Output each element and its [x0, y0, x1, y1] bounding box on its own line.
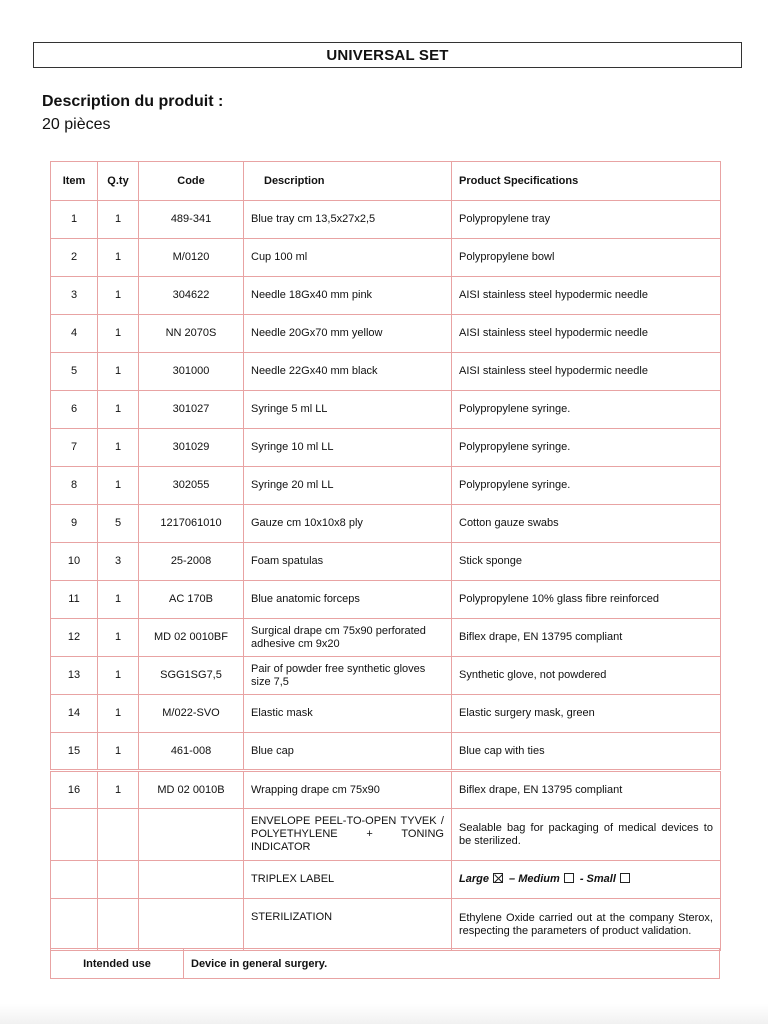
- row-specification: Polypropylene 10% glass fibre reinforced: [452, 581, 721, 619]
- row-item-number: 4: [51, 315, 98, 353]
- row-item-number: 16: [51, 771, 98, 809]
- sterilization-spec: Ethylene Oxide carried out at the company Sterox, respecting the parameters of product validation.: [452, 899, 721, 951]
- sterilization-description: STERILIZATION: [244, 899, 452, 951]
- row-item-number: 1: [51, 201, 98, 239]
- row-specification: Polypropylene syringe.: [452, 391, 721, 429]
- table-row: [51, 429, 721, 467]
- row-specification: Polypropylene syringe.: [452, 467, 721, 505]
- sterilization-row: [51, 899, 721, 951]
- product-spec-table: [50, 161, 721, 951]
- table-row: [51, 733, 721, 771]
- row-item-number: 14: [51, 695, 98, 733]
- intended-use-label: Intended use: [51, 949, 184, 978]
- table-body: [51, 201, 721, 809]
- empty-cell: [51, 899, 98, 951]
- size-medium-checkbox: [564, 873, 574, 883]
- table-row: [51, 467, 721, 505]
- row-quantity: 1: [98, 391, 139, 429]
- row-specification: Polypropylene syringe.: [452, 429, 721, 467]
- row-description: Cup 100 ml: [244, 239, 452, 277]
- row-specification: Biflex drape, EN 13795 compliant: [452, 771, 721, 809]
- row-item-number: 13: [51, 657, 98, 695]
- label-description: TRIPLEX LABEL: [244, 861, 452, 899]
- row-item-number: 15: [51, 733, 98, 771]
- header-description: Description: [244, 162, 452, 201]
- row-specification: AISI stainless steel hypodermic needle: [452, 315, 721, 353]
- row-item-number: 2: [51, 239, 98, 277]
- header-code: Code: [139, 162, 244, 201]
- table-row: [51, 619, 721, 657]
- row-quantity: 1: [98, 277, 139, 315]
- row-code: SGG1SG7,5: [139, 657, 244, 695]
- document-title-box: [33, 42, 742, 68]
- row-quantity: 1: [98, 733, 139, 771]
- header-item: Item: [51, 162, 98, 201]
- row-code: 301029: [139, 429, 244, 467]
- empty-cell: [51, 809, 98, 861]
- row-specification: Polypropylene bowl: [452, 239, 721, 277]
- size-large-checkbox: [493, 873, 503, 883]
- size-small-checkbox: [620, 873, 630, 883]
- row-code: 301000: [139, 353, 244, 391]
- row-item-number: 12: [51, 619, 98, 657]
- table-row: [51, 695, 721, 733]
- row-code: 304622: [139, 277, 244, 315]
- label-row: [51, 861, 721, 899]
- row-description: Blue tray cm 13,5x27x2,5: [244, 201, 452, 239]
- table-row: [51, 505, 721, 543]
- row-description: Gauze cm 10x10x8 ply: [244, 505, 452, 543]
- row-item-number: 3: [51, 277, 98, 315]
- row-code: MD 02 0010B: [139, 771, 244, 809]
- row-specification: Blue cap with ties: [452, 733, 721, 771]
- row-code: 489-341: [139, 201, 244, 239]
- row-quantity: 1: [98, 201, 139, 239]
- row-specification: Elastic surgery mask, green: [452, 695, 721, 733]
- page-bottom-shadow: [0, 1004, 768, 1024]
- row-specification: Stick sponge: [452, 543, 721, 581]
- row-code: 301027: [139, 391, 244, 429]
- row-quantity: 1: [98, 239, 139, 277]
- document-title: UNIVERSAL SET: [326, 46, 449, 64]
- row-description: Pair of powder free synthetic gloves size 7,5: [244, 657, 452, 695]
- label-size-options: [452, 861, 721, 899]
- row-quantity: 1: [98, 619, 139, 657]
- row-code: 25-2008: [139, 543, 244, 581]
- row-description: Elastic mask: [244, 695, 452, 733]
- row-description: Wrapping drape cm 75x90: [244, 771, 452, 809]
- header-specifications: Product Specifications: [452, 162, 721, 201]
- row-code: 461-008: [139, 733, 244, 771]
- envelope-description: ENVELOPE PEEL-TO-OPEN TYVEK / POLYETHYLENE + TONING INDICATOR: [244, 809, 452, 861]
- row-item-number: 7: [51, 429, 98, 467]
- row-description: Blue cap: [244, 733, 452, 771]
- row-description: Syringe 10 ml LL: [244, 429, 452, 467]
- table-header-row: [51, 162, 721, 201]
- empty-cell: [51, 861, 98, 899]
- row-specification: AISI stainless steel hypodermic needle: [452, 353, 721, 391]
- row-code: M/022-SVO: [139, 695, 244, 733]
- row-quantity: 1: [98, 315, 139, 353]
- table-row: [51, 315, 721, 353]
- row-quantity: 1: [98, 581, 139, 619]
- table-row: [51, 239, 721, 277]
- empty-cell: [139, 809, 244, 861]
- row-specification: Synthetic glove, not powdered: [452, 657, 721, 695]
- description-heading: Description du produit :: [42, 93, 224, 110]
- row-item-number: 11: [51, 581, 98, 619]
- row-code: AC 170B: [139, 581, 244, 619]
- row-quantity: 5: [98, 505, 139, 543]
- row-item-number: 9: [51, 505, 98, 543]
- row-description: Syringe 5 ml LL: [244, 391, 452, 429]
- size-small-label: - Small: [579, 873, 616, 885]
- row-description: Needle 18Gx40 mm pink: [244, 277, 452, 315]
- row-specification: Cotton gauze swabs: [452, 505, 721, 543]
- table-row: [51, 581, 721, 619]
- row-quantity: 3: [98, 543, 139, 581]
- row-item-number: 5: [51, 353, 98, 391]
- row-item-number: 6: [51, 391, 98, 429]
- row-description: Surgical drape cm 75x90 perforated adhesive cm 9x20: [244, 619, 452, 657]
- row-code: 1217061010: [139, 505, 244, 543]
- row-quantity: 1: [98, 657, 139, 695]
- row-quantity: 1: [98, 429, 139, 467]
- pieces-count: 20 pièces: [42, 116, 111, 133]
- row-description: Needle 22Gx40 mm black: [244, 353, 452, 391]
- row-description: Needle 20Gx70 mm yellow: [244, 315, 452, 353]
- empty-cell: [98, 809, 139, 861]
- row-specification: Biflex drape, EN 13795 compliant: [452, 619, 721, 657]
- row-quantity: 1: [98, 353, 139, 391]
- row-code: NN 2070S: [139, 315, 244, 353]
- empty-cell: [98, 899, 139, 951]
- row-description: Foam spatulas: [244, 543, 452, 581]
- row-code: 302055: [139, 467, 244, 505]
- table-row: [51, 771, 721, 809]
- intended-use-row: [50, 948, 720, 979]
- intended-use-value: Device in general surgery.: [191, 957, 328, 970]
- row-quantity: 1: [98, 771, 139, 809]
- table-row: [51, 201, 721, 239]
- table-row: [51, 277, 721, 315]
- empty-cell: [98, 861, 139, 899]
- row-quantity: 1: [98, 467, 139, 505]
- table-row: [51, 543, 721, 581]
- empty-cell: [139, 861, 244, 899]
- row-specification: Polypropylene tray: [452, 201, 721, 239]
- table-row: [51, 353, 721, 391]
- row-item-number: 10: [51, 543, 98, 581]
- size-large-label: Large: [459, 873, 489, 885]
- envelope-spec: Sealable bag for packaging of medical devices to be sterilized.: [452, 809, 721, 861]
- size-medium-label: – Medium: [509, 873, 560, 885]
- table-row: [51, 391, 721, 429]
- envelope-row: [51, 809, 721, 861]
- row-item-number: 8: [51, 467, 98, 505]
- row-code: M/0120: [139, 239, 244, 277]
- row-description: Blue anatomic forceps: [244, 581, 452, 619]
- row-description: Syringe 20 ml LL: [244, 467, 452, 505]
- empty-cell: [139, 899, 244, 951]
- header-qty: Q.ty: [98, 162, 139, 201]
- row-specification: AISI stainless steel hypodermic needle: [452, 277, 721, 315]
- row-code: MD 02 0010BF: [139, 619, 244, 657]
- row-quantity: 1: [98, 695, 139, 733]
- table-row: [51, 657, 721, 695]
